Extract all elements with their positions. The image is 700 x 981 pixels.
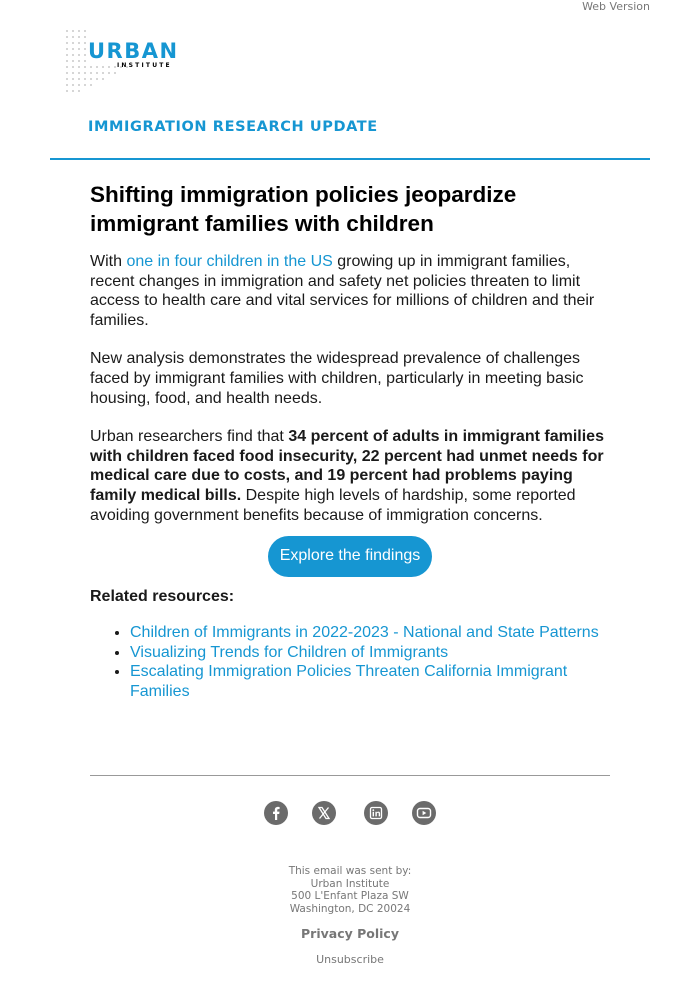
sender-org: Urban Institute <box>310 877 390 890</box>
logo-subtitle: INSTITUTE <box>117 62 172 69</box>
x-icon[interactable] <box>312 801 336 825</box>
related-resource-link[interactable]: Children of Immigrants in 2022-2023 - National and State Patterns <box>130 624 599 642</box>
related-resource-item[interactable] <box>130 662 610 701</box>
related-resource-link[interactable]: Escalating Immigration Policies Threaten California Immigrant Families <box>130 663 568 700</box>
intro-text-rest: growing up in immigrant families, recent changes in immigration and safety net policies threaten to limit access to health care and vital services for millions of children and their families. <box>90 253 595 329</box>
related-resources-list <box>90 623 610 701</box>
header-divider <box>50 158 650 160</box>
newsletter-kicker: IMMIGRATION RESEARCH UPDATE <box>88 119 378 135</box>
intro-paragraph <box>90 252 610 330</box>
privacy-policy-link[interactable]: Privacy Policy <box>301 926 399 941</box>
analysis-paragraph: New analysis demonstrates the widespread prevalence of challenges faced by immigrant families with children, particularly in meeting basic housing, food, and health needs. <box>90 350 584 407</box>
article-body <box>90 180 610 702</box>
footer-divider <box>90 775 610 776</box>
article-title: Shifting immigration policies jeopardize immigrant families with children <box>90 182 517 236</box>
logo-wordmark: URBAN <box>88 39 179 63</box>
social-icons <box>0 801 700 827</box>
related-resource-link[interactable]: Visualizing Trends for Children of Immigrants <box>130 643 449 661</box>
related-resource-item[interactable] <box>130 643 610 663</box>
facebook-icon[interactable] <box>264 801 288 825</box>
web-version-link[interactable]: Web Version <box>582 0 650 13</box>
sender-address-line2: Washington, DC 20024 <box>289 902 411 915</box>
related-resources-heading: Related resources: <box>90 588 235 606</box>
urban-institute-logo[interactable] <box>64 28 184 94</box>
intro-text-lead: With <box>90 253 127 270</box>
findings-highlight: 34 percent of adults in immigrant families with children faced food insecurity, 22 percent had unmet needs for medical care due to costs, and 19 percent had problems paying family medical bills. <box>90 428 604 504</box>
linkedin-icon[interactable] <box>364 801 388 825</box>
sent-by-label: This email was sent by: <box>288 865 412 877</box>
one-in-four-link[interactable]: one in four children in the US <box>126 253 333 270</box>
findings-paragraph <box>90 427 610 525</box>
unsubscribe-link[interactable]: Unsubscribe <box>316 953 384 966</box>
findings-rest: Despite high levels of hardship, some reported avoiding government benefits because of immigration concerns. <box>90 486 576 524</box>
related-resource-item[interactable] <box>130 623 610 643</box>
youtube-icon[interactable] <box>412 801 436 825</box>
cta-container <box>90 536 610 577</box>
sender-info <box>0 865 700 915</box>
sender-address-line1: 500 L'Enfant Plaza SW <box>291 890 409 902</box>
findings-lead: Urban researchers find that <box>90 428 289 446</box>
explore-findings-button[interactable]: Explore the findings <box>268 536 433 577</box>
